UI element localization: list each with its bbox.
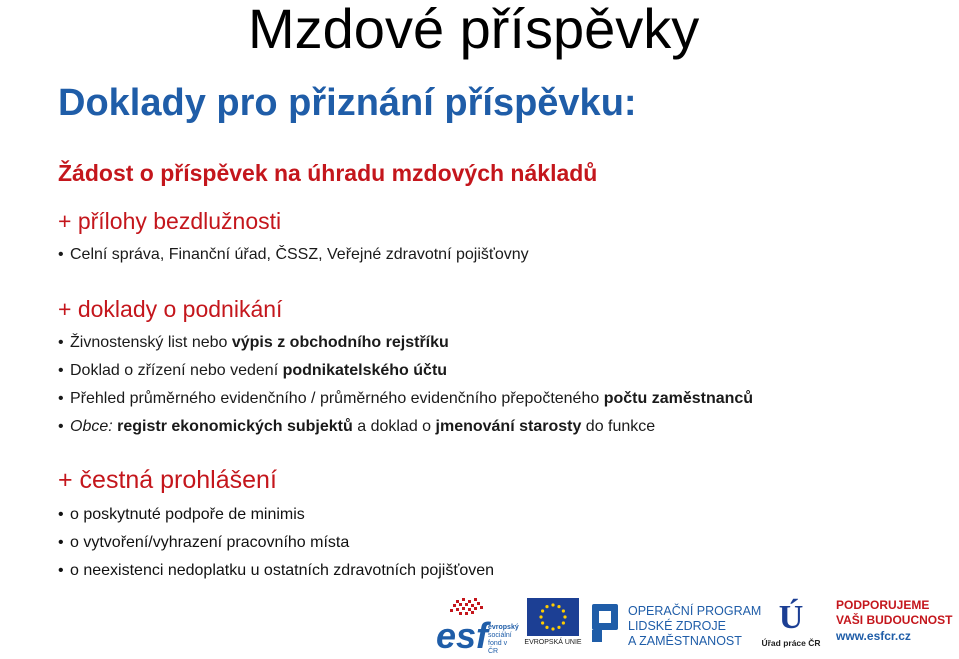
eu-star-icon (545, 626, 548, 629)
list-item-text: do funkce (581, 418, 656, 435)
list-item-bold: počtu zaměstnanců (603, 390, 754, 407)
esf-logo-letters: esf (436, 615, 489, 654)
eu-star-icon (563, 615, 566, 618)
eu-star-icon (541, 621, 544, 624)
support-url: www.esfcr.cz (836, 629, 911, 643)
list-item-text: o poskytnuté podpoře de minimis (70, 506, 305, 523)
subheading: Žádost o příspěvek na úhradu mzdových nákladů (58, 160, 598, 186)
list-item-bold: podnikatelského účtu (282, 362, 448, 379)
list-item-text: o neexistenci nedoplatku u ostatních zdravotních pojišťoven (70, 562, 495, 579)
section-title-text: čestná prohlášení (79, 466, 277, 494)
eu-star-icon (551, 603, 554, 606)
section-title-text: doklady o podnikání (77, 296, 283, 322)
support-line: PODPORUJEME (836, 598, 930, 612)
list-item-text: Přehled průměrného evidenčního / průměrného evidenčního přepočteného (70, 390, 604, 407)
eu-star-icon (562, 609, 565, 612)
list-item (58, 334, 449, 352)
list-item-bold: jmenování starosty (435, 418, 582, 435)
bullet-icon: • (58, 418, 64, 435)
eu-flag-icon (527, 598, 579, 636)
op-lzz-logo (592, 600, 762, 652)
plus-sign: + (58, 296, 78, 322)
op-lzz-text (628, 604, 761, 649)
eu-star-icon (541, 609, 544, 612)
op-line: LIDSKÉ ZDROJE (628, 619, 726, 633)
bullet-icon: • (58, 362, 64, 379)
section-title-prohlaseni (58, 466, 277, 495)
footer-logos (0, 592, 959, 658)
eu-star-icon (562, 621, 565, 624)
slide-title: Mzdové příspěvky (248, 0, 700, 60)
urad-prace-label: Úřad práce ČR (761, 638, 821, 648)
eu-star-icon (545, 605, 548, 608)
bullet-icon: • (58, 534, 64, 551)
list-item-text: o vytvoření/vyhrazení pracovního místa (70, 534, 350, 551)
eu-star-icon (557, 626, 560, 629)
eu-star-icon (551, 627, 554, 630)
support-line: VAŠI BUDOUCNOST (836, 613, 953, 627)
esf-line: sociální (488, 632, 512, 639)
urad-prace-letter: Ú (778, 599, 804, 632)
list-item-text: Doklad o zřízení nebo vedení (70, 362, 283, 379)
op-line: A ZAMĚSTNANOST (628, 634, 742, 648)
esf-line: fond v ČR (488, 640, 508, 655)
plus-sign: + (58, 208, 78, 234)
bullet-icon: • (58, 334, 64, 351)
bullet-icon: • (58, 562, 64, 579)
esf-line: evropský (488, 624, 519, 631)
bullet-icon: • (58, 390, 64, 407)
list-item-bold: registr ekonomických subjektů (117, 418, 353, 435)
section-title-bezdluznost (58, 208, 281, 235)
eu-flag-logo (524, 598, 582, 652)
list-item (58, 246, 529, 264)
eu-star-icon (557, 605, 560, 608)
heading: Doklady pro přiznání příspěvku: (58, 82, 637, 124)
list-item (58, 506, 305, 524)
section-title-text: přílohy bezdlužnosti (77, 208, 282, 234)
list-item (58, 390, 753, 408)
list-item (58, 362, 447, 380)
eu-star-icon (539, 615, 542, 618)
op-lzz-icon (592, 604, 622, 644)
list-item-text: Celní správa, Finanční úřad, ČSSZ, Veřejné zdravotní pojišťovny (70, 246, 529, 263)
list-item-text: Živnostenský list nebo (70, 334, 232, 351)
section-title-podnikani (58, 296, 282, 323)
list-item-text: a doklad o (352, 418, 436, 435)
list-item (58, 534, 349, 552)
podporujeme-logo (836, 598, 956, 652)
urad-prace-icon (773, 598, 809, 632)
urad-prace-logo (756, 598, 826, 652)
eu-label: EVROPSKÁ UNIE (524, 639, 582, 646)
list-item (58, 418, 655, 436)
list-item (58, 562, 494, 580)
bullet-icon: • (58, 506, 64, 523)
esf-logo-text (488, 624, 519, 656)
op-line: OPERAČNÍ PROGRAM (628, 604, 762, 618)
plus-sign: + (58, 466, 80, 494)
list-item-italic: Obce: (70, 418, 118, 435)
bullet-icon: • (58, 246, 64, 263)
list-item-bold: výpis z obchodního rejstříku (231, 334, 449, 351)
esf-logo (436, 598, 519, 655)
